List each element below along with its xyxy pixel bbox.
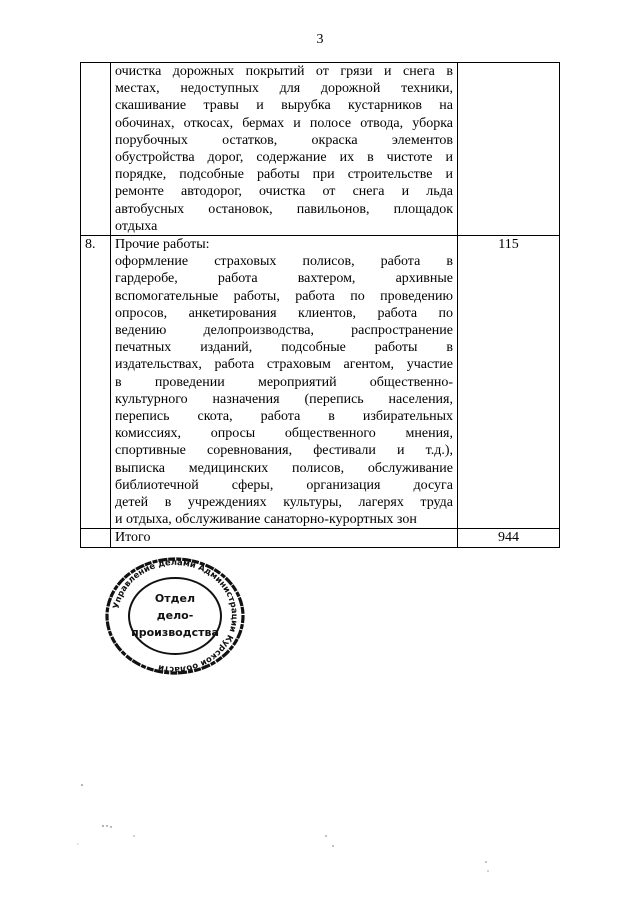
description-line: детей в учреждениях культуры, лагерях труда [115, 495, 453, 511]
description-line: Итого [115, 530, 151, 546]
description-line: гардеробе, работа вахтером, архивные [115, 271, 453, 287]
row-description-cell [111, 529, 458, 547]
description-line: обустройства дорог, содержание их в чистоте и [115, 150, 453, 166]
row-number-cell [81, 63, 111, 236]
description-line: вспомогательные работы, работа по проведению [115, 288, 453, 304]
page-number: 3 [316, 32, 324, 47]
description-line: спортивные соревнования, фестивали и т.д.), [115, 443, 453, 459]
description-line: порубочных остатков, окраска элементов [115, 132, 453, 148]
description-line: печатных изданий, подсобные работы в [115, 340, 453, 356]
description-line: ведению делопроизводства, распространение [115, 323, 453, 339]
seal-ring-text: Управление делами Администрации Курской области [110, 557, 241, 675]
description-line: библиотечной сферы, организация досуга [115, 477, 453, 493]
row-description-cell [111, 236, 458, 529]
works-table [80, 62, 560, 548]
description-line: обочинах, откосах, бермах и полосе отвода, уборка [115, 115, 453, 131]
description-line: очистка дорожных покрытий от грязи и снега в [115, 64, 453, 79]
seal-line-2: дело- [156, 609, 194, 622]
organization-seal [104, 557, 246, 675]
seal-line-1: Отдел [154, 592, 196, 605]
description-line: отдыха [115, 218, 158, 234]
row-description-cell [111, 63, 458, 236]
row-value-cell: 944 [458, 529, 560, 547]
description-line: опросов, анкетирования клиентов, работа по [115, 305, 453, 321]
description-line: и отдыха, обслуживание санаторно-курортных зон [115, 512, 417, 528]
row-value-cell: 115 [458, 236, 560, 529]
row-number-cell: 8. [81, 236, 111, 529]
row-number-cell [81, 529, 111, 547]
works-table-body [81, 63, 560, 548]
description-line: автобусных остановок, павильонов, площадок [115, 201, 453, 217]
description-line: в проведении мероприятий общественно- [115, 374, 453, 390]
seal-line-3: производства [131, 626, 219, 639]
table-row [81, 236, 560, 529]
table-row [81, 529, 560, 547]
description-line: скашивание травы и вырубка кустарников на [115, 98, 453, 114]
description-line: местах, недоступных для дорожной техники, [115, 81, 453, 97]
description-line: оформление страховых полисов, работа в [115, 254, 453, 270]
description-line: издательствах, работа страховым агентом, участие [115, 357, 453, 373]
description-line: выписка медицинских полисов, обслуживание [115, 460, 453, 476]
description-line: комиссиях, опросы общественного мнения, [115, 426, 453, 442]
table-row [81, 63, 560, 236]
description-line: культурного назначения (перепись населения, [115, 391, 453, 407]
row-value-cell [458, 63, 560, 236]
description-line: перепись скота, работа в избирательных [115, 409, 453, 425]
description-line: Прочие работы: [115, 237, 210, 253]
description-line: порядке, подсобные работы при строительстве и [115, 167, 453, 183]
description-line: ремонте автодорог, очистка от снега и льда [115, 184, 453, 200]
